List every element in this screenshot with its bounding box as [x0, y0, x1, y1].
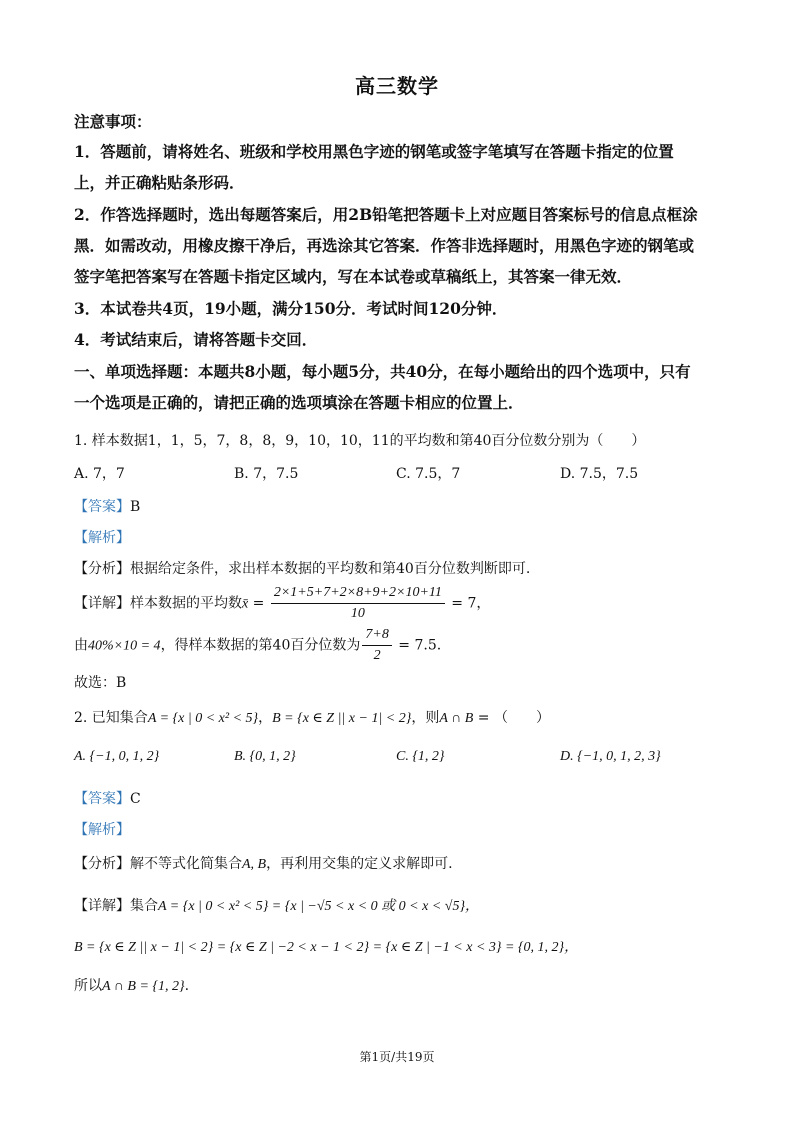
notice-line: 1．答题前，请将姓名、班级和学校用黑色字迹的钢笔或签字笔填写在答题卡指定的位置 [74, 142, 674, 161]
q2-option-c: C. {1, 2} [396, 749, 445, 764]
q1-option-c: C. 7.5，7 [396, 466, 461, 482]
question-1-stem: 1. 样本数据1，1，5，7，8，8，9，10，10，11的平均数和第40百分位数分别为（ ） [74, 433, 646, 449]
q1-analysis-tag: 【解析】 [74, 530, 130, 546]
math-expression: A, B [242, 857, 267, 872]
page-footer: 第1页/共19页 [359, 1050, 435, 1064]
percentile-fraction [362, 626, 391, 665]
q2-option-d: D. {−1, 0, 1, 2, 3} [560, 749, 661, 764]
answer-value: C [130, 791, 141, 807]
answer-tag: 【答案】 [74, 791, 130, 807]
fenxi-text: 根据给定条件，求出样本数据的平均数和第40百分位数判断即可. [130, 561, 531, 577]
q1-option-b: B. 7，7.5 [234, 466, 299, 482]
stem-text: ， [258, 710, 273, 726]
answer-tag: 【答案】 [74, 499, 130, 515]
notice-line: 黑．如需改动，用橡皮擦干净后，再选涂其它答案．作答非选择题时，用黑色字迹的钢笔或 [74, 236, 695, 255]
fenxi-text: ，再利用交集的定义求解即可. [266, 856, 453, 872]
math-expression: A ∩ B = {1, 2} [102, 979, 185, 994]
q2-option-a: A. {−1, 0, 1, 2} [74, 749, 160, 764]
detail-text: 样本数据的平均数 [130, 595, 242, 612]
fenxi-tag: 【分析】 [74, 856, 130, 872]
q1-detail-line2 [74, 626, 441, 665]
q2-detail-line2: B = {x ∈ Z || x − 1| < 2} = {x ∈ Z | −2 < x − 1 < 2} = {x ∈ Z | −1 < x < 3} = {0, 1, 2}， [74, 940, 579, 955]
section-heading: 一个选项是正确的，请把正确的选项填涂在答题卡相应的位置上． [74, 393, 524, 412]
q1-fenxi [74, 558, 530, 578]
math-expression: A = {x | 0 < x² < 5} = {x | −√5 < x < 0 或 0 < x < √5}， [158, 899, 480, 914]
stem-text: = （ ） [473, 710, 550, 726]
answer-value: B [130, 499, 141, 515]
q2-analysis-tag: 【解析】 [74, 822, 130, 838]
percentile-result: = 7.5. [393, 637, 442, 654]
q1-option-a: A. 7，7 [74, 466, 125, 482]
stem-text: 2. 已知集合 [74, 710, 148, 726]
q2-conclusion [74, 975, 189, 995]
math-expression: 40%×10 = 4 [88, 638, 161, 654]
q1-detail-line1 [74, 584, 490, 623]
intersection: A ∩ B [439, 711, 474, 726]
q2-option-b: B. {0, 1, 2} [234, 749, 296, 764]
notice-line: 上，并正确粘贴条形码． [74, 173, 245, 192]
notice-line: 签字笔把答案写在答题卡指定区域内，写在本试卷或草稿纸上，其答案一律无效． [74, 267, 633, 286]
notice-heading: 注意事项： [74, 112, 152, 131]
fraction-numerator: 7+8 [362, 626, 391, 646]
mean-result: = 7， [446, 595, 491, 612]
notice-line: 4．考试结束后，请将答题卡交回． [74, 330, 318, 349]
detail-text: 由 [74, 637, 88, 654]
equals-sign: = [248, 595, 269, 612]
fenxi-text: 解不等式化简集合 [130, 856, 242, 872]
notice-line: 2．作答选择题时，选出每题答案后，用2B铅笔把答题卡上对应题目答案标号的信息点框涂 [74, 205, 698, 224]
set-b: B = {x ∈ Z || x − 1| < 2} [272, 711, 412, 726]
page-title: 高三数学 [355, 74, 439, 98]
q2-answer [74, 788, 141, 808]
fraction-numerator: 2×1+5+7+2×8+9+2×10+11 [271, 584, 445, 604]
detail-text: 所以 [74, 978, 102, 994]
stem-text: ，则 [411, 710, 440, 726]
notice-line: 3．本试卷共4页，19小题，满分150分．考试时间120分钟． [74, 299, 508, 318]
detail-tag: 【详解】 [74, 898, 130, 914]
question-2-stem [74, 707, 550, 727]
mean-symbol: x̄ [242, 596, 249, 612]
fenxi-tag: 【分析】 [74, 561, 130, 577]
section-heading: 一、单项选择题：本题共8小题，每小题5分，共40分，在每小题给出的四个选项中，只有 [74, 362, 691, 381]
q2-detail-line1 [74, 895, 479, 915]
detail-text: 集合 [130, 898, 158, 914]
set-a: A = {x | 0 < x² < 5} [147, 711, 259, 726]
q1-conclusion: 故选：B [74, 675, 127, 691]
fraction-denominator: 2 [373, 648, 381, 663]
q2-fenxi [74, 853, 453, 873]
fraction-denominator: 10 [350, 606, 365, 621]
q1-answer [74, 496, 140, 516]
q1-option-d: D. 7.5，7.5 [560, 466, 639, 482]
detail-tag: 【详解】 [74, 595, 130, 612]
detail-text: . [184, 978, 190, 994]
mean-fraction [271, 584, 445, 623]
detail-text: ，得样本数据的第40百分位数为 [160, 637, 361, 654]
